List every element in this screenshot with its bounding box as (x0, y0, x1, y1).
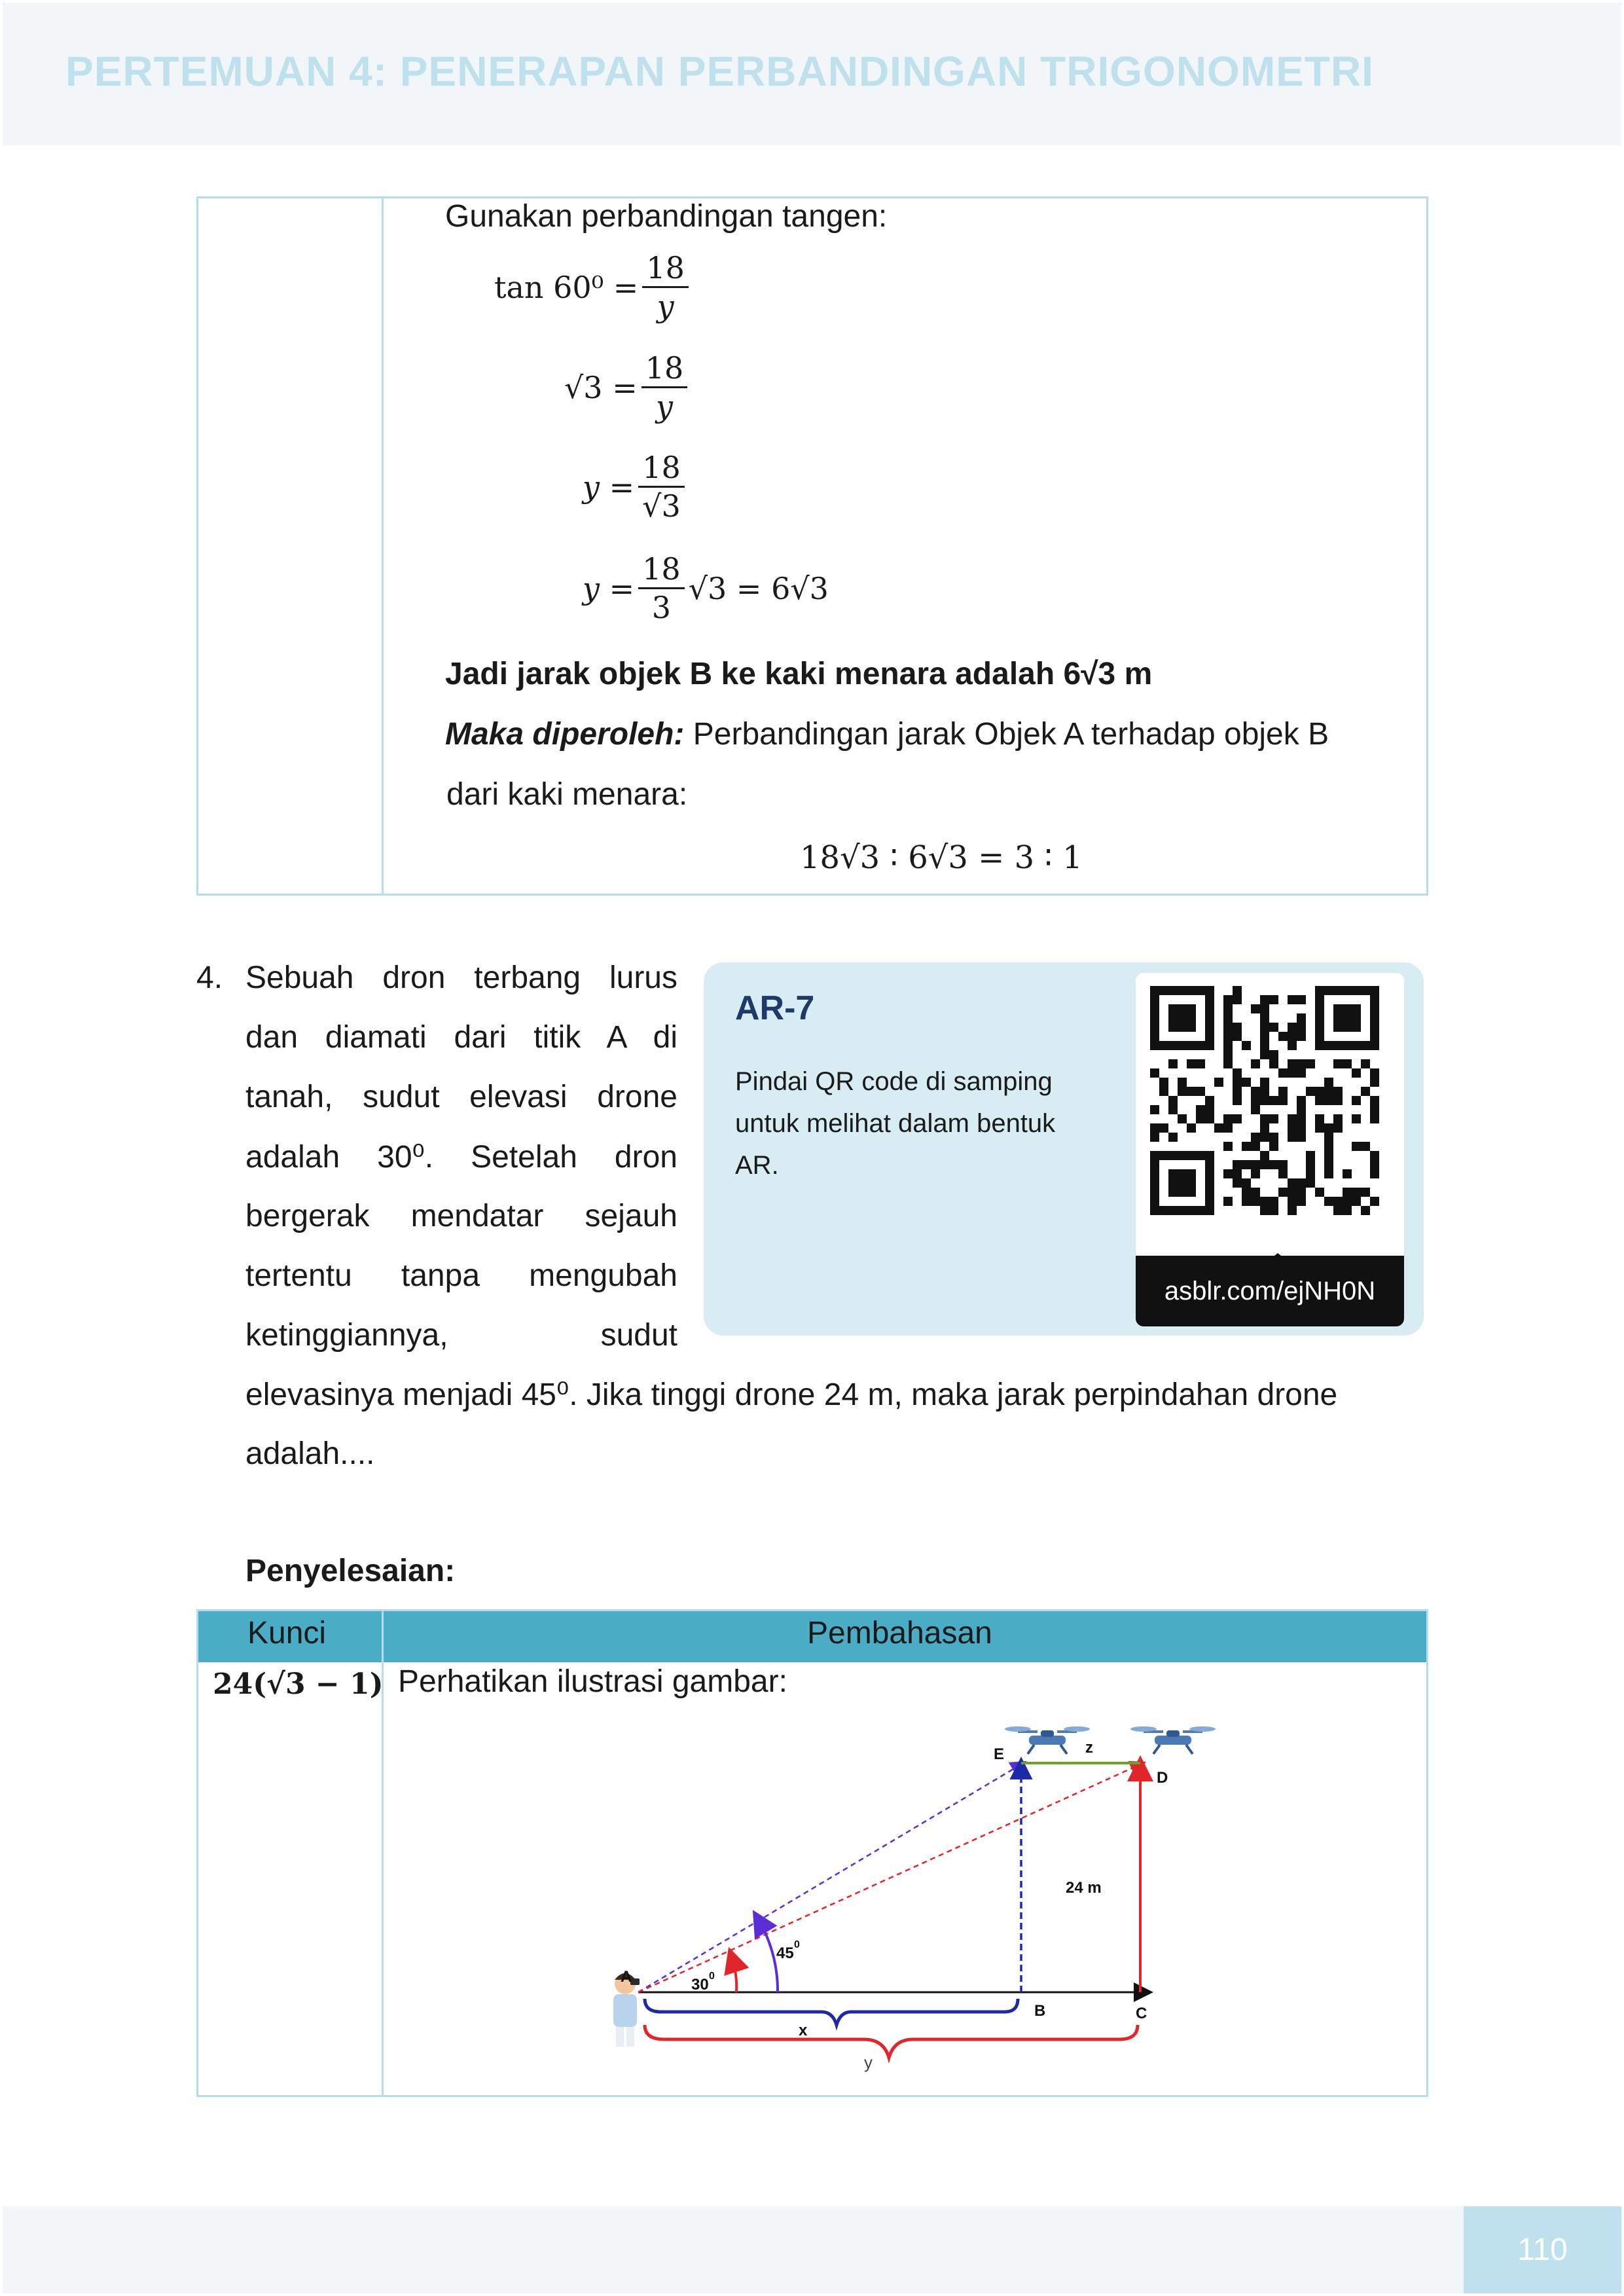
eq3-left: y = (583, 469, 635, 505)
eq2-denominator: y (656, 389, 674, 425)
angle-arc-30 (732, 1957, 736, 1992)
problem-line: tanah, sudut elevasi drone (245, 1080, 677, 1114)
label-angle-30: 30 (691, 1976, 709, 1994)
column-divider (382, 198, 384, 894)
label-D: D (1157, 1769, 1168, 1787)
problem-line: Sebuah dron terbang lurus (245, 960, 677, 995)
sight-line-30 (638, 1764, 1140, 1992)
eq2-numerator: 18 (641, 352, 688, 388)
solution-box-top (196, 196, 1428, 896)
qr-code-panel[interactable] (1136, 973, 1404, 1326)
col-kunci: Kunci (247, 1616, 327, 1650)
page-title: PERTEMUAN 4: PENERAPAN PERBANDINGAN TRIGONOMETRI (65, 48, 1374, 95)
eq1-denominator: y (657, 289, 674, 325)
problem-line: adalah 30⁰. Setelah dron (245, 1140, 677, 1175)
discussion-intro: Perhatikan ilustrasi gambar: (398, 1664, 787, 1699)
equation-3 (583, 452, 689, 522)
qr-code-icon (1136, 973, 1404, 1248)
solution-intro: Gunakan perbandingan tangen: (445, 199, 888, 234)
drone-icon-E (1005, 1726, 1090, 1754)
maka-line (445, 716, 1329, 752)
brace-x (645, 1999, 1018, 2025)
page-number: 110 (1464, 2206, 1621, 2293)
eq4-right: √3 = 6√3 (688, 570, 829, 606)
eq4-denominator: 3 (651, 590, 672, 626)
solution-conclusion: Jadi jarak objek B ke kaki menara adalah 6√3 m (445, 657, 1153, 691)
label-angle-45: 45 (776, 1944, 794, 1962)
problem-line: dan diamati dari titik A di (245, 1020, 677, 1055)
label-E: E (994, 1745, 1005, 1763)
label-z: z (1085, 1739, 1093, 1757)
label-C: C (1136, 2005, 1147, 2022)
label-y: y (864, 2052, 873, 2072)
eq3-numerator: 18 (638, 452, 685, 488)
maka-text: Perbandingan jarak Objek A terhadap objek B (684, 717, 1329, 752)
problem-line-end: adalah.... (245, 1436, 375, 1471)
label-angle-30-deg: 0 (709, 1971, 715, 1982)
col-pembahasan: Pembahasan (807, 1616, 992, 1650)
ar-title: AR-7 (735, 989, 815, 1027)
page-footer (3, 2206, 1621, 2293)
eq4-left: y = (583, 570, 635, 606)
problem-line: tertentu tanpa mengubah (245, 1258, 677, 1293)
eq2-left: √3 = (564, 369, 638, 405)
answer-key: 24(√3 − 1) (213, 1667, 384, 1701)
eq3-denominator: √3 (642, 488, 681, 524)
problem-number: 4. (196, 960, 223, 995)
eq4-numerator: 18 (638, 553, 685, 589)
problem-line-full: elevasinya menjadi 45⁰. Jika tinggi drone 24 m, maka jarak perpindahan drone (245, 1377, 1338, 1412)
eq1-left: tan 60⁰ = (494, 269, 639, 305)
label-A: A (621, 1968, 632, 1986)
ar-description: Pindai QR code di samping untuk melihat dalam bentuk AR. (735, 1067, 1056, 1180)
equation-4 (583, 553, 829, 624)
maka-label: Maka diperoleh: (445, 717, 685, 752)
label-x: x (799, 2022, 808, 2039)
sight-line-45 (638, 1764, 1021, 1992)
problem-line: ketinggiannya, sudut (245, 1318, 677, 1353)
ar-card (704, 962, 1424, 1336)
label-B: B (1034, 2002, 1046, 2020)
equation-2 (564, 352, 691, 423)
equation-1 (494, 252, 693, 323)
label-angle-45-deg: 0 (794, 1939, 800, 1950)
brace-y (645, 2025, 1138, 2058)
problem-line: bergerak mendatar sejauh (245, 1199, 677, 1233)
penyelesaian-label: Penyelesaian: (245, 1554, 456, 1588)
drone-diagram (576, 1712, 1231, 2085)
label-height: 24 m (1066, 1879, 1102, 1897)
drone-icon-D (1130, 1726, 1216, 1754)
ratio-equation: 18√3 ∶ 6√3 = 3 ∶ 1 (800, 839, 1083, 876)
eq1-numerator: 18 (642, 252, 689, 288)
qr-url[interactable]: asblr.com/ejNH0N (1136, 1256, 1404, 1326)
maka-text-2: dari kaki menara: (446, 777, 688, 812)
